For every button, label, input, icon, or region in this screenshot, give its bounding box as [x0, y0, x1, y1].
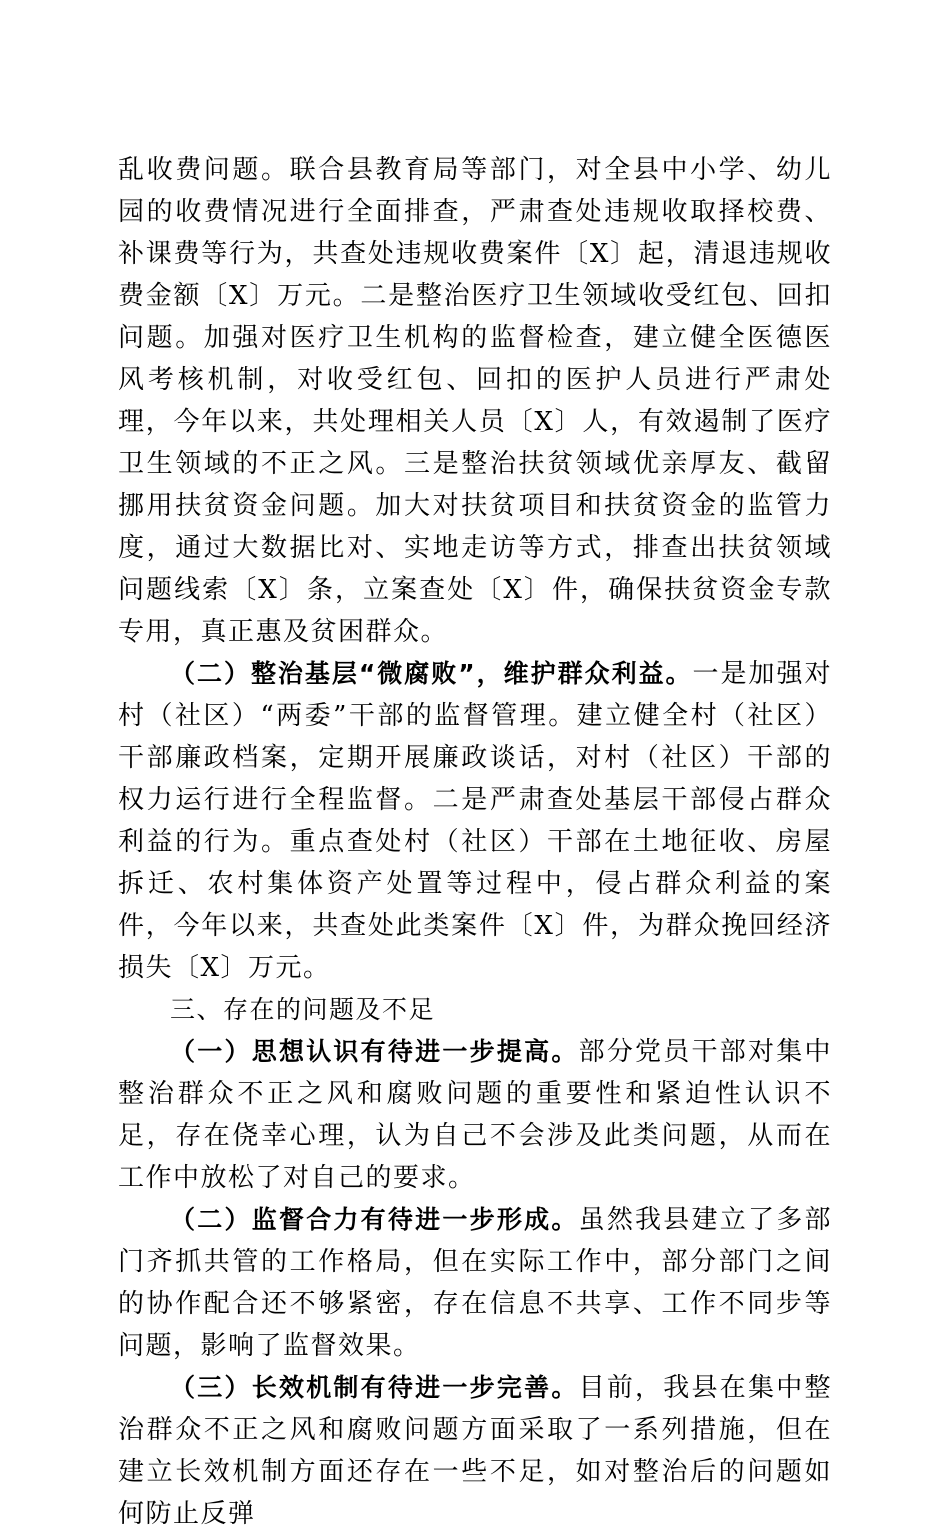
- paragraph-lead: （一）思想认识有待进一步提高。: [170, 1037, 579, 1066]
- paragraph-text: 虽然我县建立了多部门齐抓共管的工作格局，但在实际工作中，部分部门之间的协作配合还不够紧密，存在信息不共享、工作不同步等问题，影响了监督效果。: [118, 1205, 832, 1361]
- paragraph-text: 乱收费问题。联合县教育局等部门，对全县中小学、幼儿园的收费情况进行全面排查，严肃查处违规收取择校费、补课费等行为，共查处违规收费案件〔X〕起，清退违规收费金额〔X〕万元。二是整治医疗卫生领域收受红包、回扣问题。加强对医疗卫生机构的监督检查，建立健全医德医风考核机制，对收受红包、回扣的医护人员进行严肃处理，今年以来，共处理相关人员〔X〕人，有效遏制了医疗卫生领域的不正之风。三是整治扶贫领域优亲厚友、截留挪用扶贫资金问题。加大对扶贫项目和扶贫资金的监管力度，通过大数据比对、实地走访等方式，排查出扶贫领域问题线索〔X〕条，立案查处〔X〕件，确保扶贫资金专款专用，真正惠及贫困群众。: [118, 155, 832, 647]
- paragraph-lead: （二）监督合力有待进一步形成。: [170, 1205, 579, 1234]
- paragraph-text: 一是加强对村（社区）“两委”干部的监督管理。建立健全村（社区）干部廉政档案，定期开展廉政谈话，对村（社区）干部的权力运行进行全程监督。二是严肃查处基层干部侵占群众利益的行为。重点查处村（社区）干部在土地征收、房屋拆迁、农村集体资产处置等过程中，侵占群众利益的案件，今年以来，共查处此类案件〔X〕件，为群众挽回经济损失〔X〕万元。: [118, 659, 832, 983]
- paragraph-lead: （三）长效机制有待进一步完善。: [170, 1373, 579, 1402]
- section-heading-problems: 三、存在的问题及不足: [170, 995, 436, 1024]
- document-body: [118, 149, 832, 1535]
- paragraph-awareness: [118, 1031, 832, 1199]
- paragraph-text: 部分党员干部对集中整治群众不正之风和腐败问题的重要性和紧迫性认识不足，存在侥幸心理，认为自己不会涉及此类问题，从而在工作中放松了对自己的要求。: [118, 1037, 832, 1193]
- paragraph-text: 目前，我县在集中整治群众不正之风和腐败问题方面采取了一系列措施，但在建立长效机制方面还存在一些不足，如对整治后的问题如何防止反弹: [118, 1373, 832, 1529]
- paragraph-grassroots-corruption: [118, 653, 832, 989]
- paragraph-lead: （二）整治基层“微腐败”，维护群众利益。: [170, 659, 693, 688]
- paragraph-continuation: [118, 149, 832, 653]
- paragraph-supervision: [118, 1199, 832, 1367]
- paragraph-long-term-mechanism: [118, 1367, 832, 1535]
